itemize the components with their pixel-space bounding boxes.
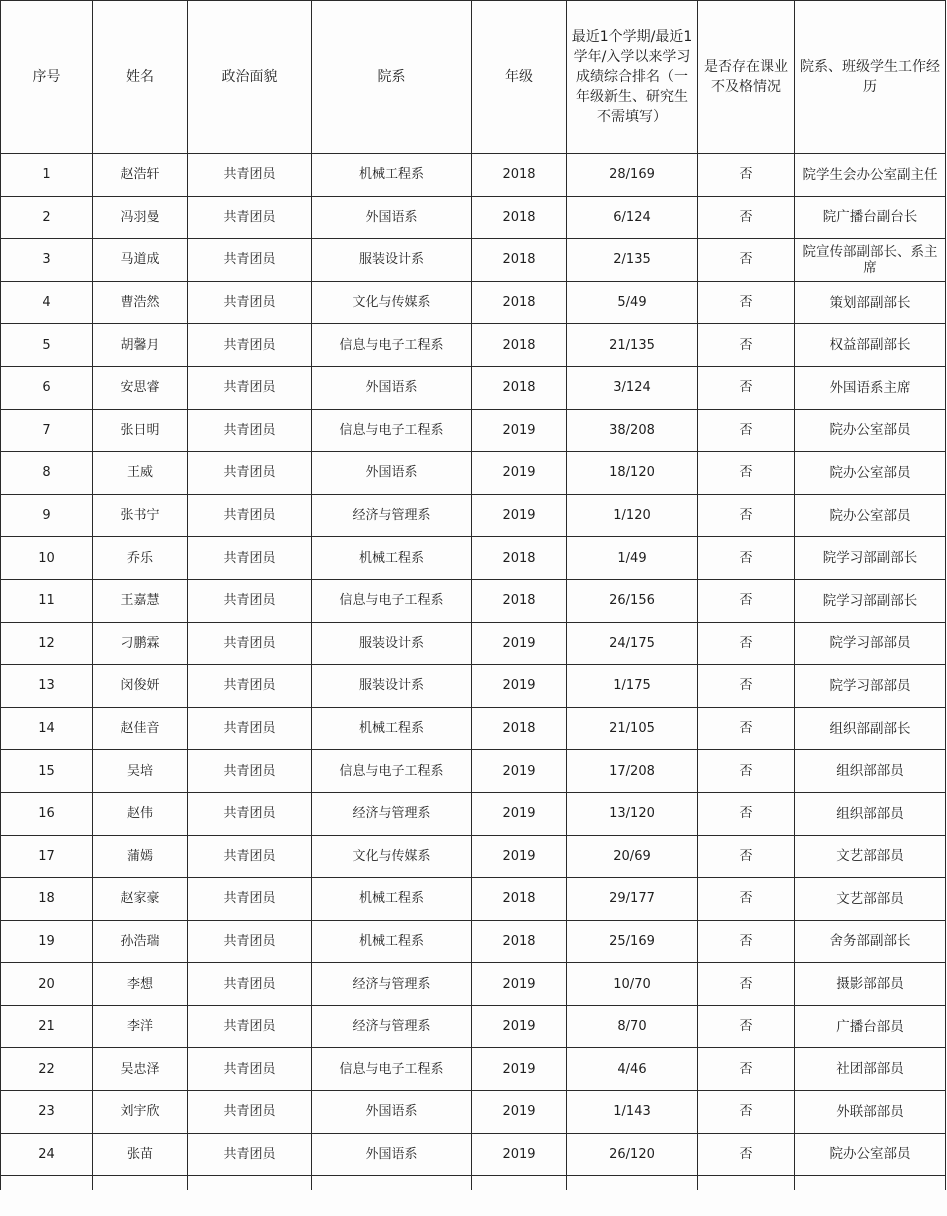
cell-ranking: 21/135 — [567, 324, 698, 367]
cell-failing: 否 — [698, 366, 795, 409]
cell-experience: 院办公室部员 — [795, 1133, 946, 1176]
cell-failing: 否 — [698, 1048, 795, 1091]
cell-ranking: 18/120 — [567, 452, 698, 495]
cell-index: 2 — [1, 196, 93, 239]
cell-failing: 否 — [698, 239, 795, 282]
cell-grade: 2018 — [472, 281, 567, 324]
empty-cell — [698, 1176, 795, 1191]
table-row-cut-off — [1, 1176, 946, 1191]
cell-political-status: 共青团员 — [188, 1048, 312, 1091]
cell-failing: 否 — [698, 494, 795, 537]
cell-name: 赵伟 — [93, 792, 188, 835]
cell-name: 安思睿 — [93, 366, 188, 409]
cell-failing: 否 — [698, 1091, 795, 1134]
cell-grade: 2019 — [472, 452, 567, 495]
cell-political-status: 共青团员 — [188, 494, 312, 537]
cell-grade: 2019 — [472, 622, 567, 665]
cell-political-status: 共青团员 — [188, 1133, 312, 1176]
cell-experience: 院学习部部员 — [795, 665, 946, 708]
cell-ranking: 28/169 — [567, 154, 698, 197]
cell-grade: 2019 — [472, 963, 567, 1006]
cell-name: 刁鹏霖 — [93, 622, 188, 665]
table-row — [1, 835, 946, 878]
cell-experience: 院广播台副台长 — [795, 196, 946, 239]
cell-political-status: 共青团员 — [188, 963, 312, 1006]
header-index: 序号 — [1, 1, 93, 154]
cell-index: 1 — [1, 154, 93, 197]
cell-ranking: 1/143 — [567, 1091, 698, 1134]
cell-department: 机械工程系 — [312, 537, 472, 580]
cell-failing: 否 — [698, 281, 795, 324]
cell-ranking: 20/69 — [567, 835, 698, 878]
cell-index: 9 — [1, 494, 93, 537]
cell-ranking: 2/135 — [567, 239, 698, 282]
table-row — [1, 196, 946, 239]
table-row — [1, 1048, 946, 1091]
table-row — [1, 409, 946, 452]
cell-political-status: 共青团员 — [188, 324, 312, 367]
empty-cell — [1, 1176, 93, 1191]
table-row — [1, 281, 946, 324]
cell-political-status: 共青团员 — [188, 196, 312, 239]
cell-ranking: 24/175 — [567, 622, 698, 665]
cell-index: 14 — [1, 707, 93, 750]
cell-department: 机械工程系 — [312, 878, 472, 921]
cell-index: 4 — [1, 281, 93, 324]
cell-department: 机械工程系 — [312, 920, 472, 963]
table-row — [1, 154, 946, 197]
cell-index: 22 — [1, 1048, 93, 1091]
cell-experience: 文艺部部员 — [795, 878, 946, 921]
header-row — [1, 1, 946, 154]
cell-failing: 否 — [698, 835, 795, 878]
cell-name: 王嘉慧 — [93, 579, 188, 622]
cell-name: 冯羽曼 — [93, 196, 188, 239]
cell-department: 信息与电子工程系 — [312, 1048, 472, 1091]
cell-name: 张日明 — [93, 409, 188, 452]
cell-grade: 2019 — [472, 792, 567, 835]
cell-political-status: 共青团员 — [188, 239, 312, 282]
cell-failing: 否 — [698, 920, 795, 963]
cell-grade: 2018 — [472, 366, 567, 409]
cell-ranking: 17/208 — [567, 750, 698, 793]
cell-department: 外国语系 — [312, 196, 472, 239]
cell-department: 信息与电子工程系 — [312, 579, 472, 622]
cell-department: 外国语系 — [312, 1133, 472, 1176]
cell-department: 经济与管理系 — [312, 792, 472, 835]
cell-experience: 文艺部部员 — [795, 835, 946, 878]
table-row — [1, 537, 946, 580]
cell-name: 蒲嫣 — [93, 835, 188, 878]
table-row — [1, 239, 946, 282]
cell-political-status: 共青团员 — [188, 622, 312, 665]
cell-grade: 2019 — [472, 1133, 567, 1176]
cell-political-status: 共青团员 — [188, 281, 312, 324]
cell-index: 20 — [1, 963, 93, 1006]
cell-grade: 2018 — [472, 920, 567, 963]
table-row — [1, 1091, 946, 1134]
cell-index: 16 — [1, 792, 93, 835]
cell-experience: 院办公室部员 — [795, 409, 946, 452]
cell-department: 经济与管理系 — [312, 494, 472, 537]
cell-political-status: 共青团员 — [188, 409, 312, 452]
cell-ranking: 3/124 — [567, 366, 698, 409]
table-row — [1, 665, 946, 708]
cell-experience: 院学习部副部长 — [795, 579, 946, 622]
cell-name: 王威 — [93, 452, 188, 495]
cell-grade: 2019 — [472, 665, 567, 708]
cell-index: 5 — [1, 324, 93, 367]
cell-name: 乔乐 — [93, 537, 188, 580]
cell-failing: 否 — [698, 537, 795, 580]
cell-failing: 否 — [698, 452, 795, 495]
empty-cell — [188, 1176, 312, 1191]
cell-index: 7 — [1, 409, 93, 452]
cell-grade: 2018 — [472, 537, 567, 580]
table-row — [1, 920, 946, 963]
cell-political-status: 共青团员 — [188, 579, 312, 622]
cell-political-status: 共青团员 — [188, 707, 312, 750]
cell-index: 23 — [1, 1091, 93, 1134]
cell-experience: 策划部副部长 — [795, 281, 946, 324]
cell-failing: 否 — [698, 963, 795, 1006]
cell-political-status: 共青团员 — [188, 366, 312, 409]
cell-grade: 2018 — [472, 154, 567, 197]
cell-department: 外国语系 — [312, 366, 472, 409]
cell-department: 信息与电子工程系 — [312, 324, 472, 367]
cell-department: 文化与传媒系 — [312, 281, 472, 324]
cell-name: 曹浩然 — [93, 281, 188, 324]
cell-index: 24 — [1, 1133, 93, 1176]
empty-cell — [472, 1176, 567, 1191]
cell-index: 8 — [1, 452, 93, 495]
table-row — [1, 750, 946, 793]
header-failing-courses: 是否存在课业不及格情况 — [698, 1, 795, 154]
cell-index: 17 — [1, 835, 93, 878]
cell-grade: 2018 — [472, 324, 567, 367]
cell-ranking: 8/70 — [567, 1005, 698, 1048]
cell-name: 李想 — [93, 963, 188, 1006]
cell-failing: 否 — [698, 1005, 795, 1048]
cell-political-status: 共青团员 — [188, 537, 312, 580]
cell-experience: 院学生会办公室副主任 — [795, 154, 946, 197]
cell-political-status: 共青团员 — [188, 452, 312, 495]
cell-grade: 2018 — [472, 196, 567, 239]
cell-experience: 社团部部员 — [795, 1048, 946, 1091]
cell-experience: 广播台部员 — [795, 1005, 946, 1048]
cell-ranking: 1/175 — [567, 665, 698, 708]
cell-experience: 外联部部员 — [795, 1091, 946, 1134]
table-row — [1, 792, 946, 835]
cell-failing: 否 — [698, 750, 795, 793]
cell-failing: 否 — [698, 196, 795, 239]
cell-grade: 2018 — [472, 579, 567, 622]
cell-political-status: 共青团员 — [188, 792, 312, 835]
cell-experience: 院学习部副部长 — [795, 537, 946, 580]
cell-index: 15 — [1, 750, 93, 793]
cell-name: 张苗 — [93, 1133, 188, 1176]
header-political-status: 政治面貌 — [188, 1, 312, 154]
cell-experience: 院办公室部员 — [795, 494, 946, 537]
table-row — [1, 579, 946, 622]
cell-department: 外国语系 — [312, 452, 472, 495]
cell-ranking: 10/70 — [567, 963, 698, 1006]
cell-failing: 否 — [698, 409, 795, 452]
cell-name: 赵佳音 — [93, 707, 188, 750]
cell-failing: 否 — [698, 1133, 795, 1176]
header-department: 院系 — [312, 1, 472, 154]
cell-index: 19 — [1, 920, 93, 963]
cell-grade: 2019 — [472, 1048, 567, 1091]
cell-department: 经济与管理系 — [312, 1005, 472, 1048]
cell-political-status: 共青团员 — [188, 154, 312, 197]
cell-ranking: 13/120 — [567, 792, 698, 835]
cell-ranking: 21/105 — [567, 707, 698, 750]
cell-index: 6 — [1, 366, 93, 409]
cell-grade: 2018 — [472, 707, 567, 750]
cell-political-status: 共青团员 — [188, 1005, 312, 1048]
cell-grade: 2019 — [472, 494, 567, 537]
cell-failing: 否 — [698, 622, 795, 665]
table-row — [1, 963, 946, 1006]
cell-experience: 组织部部员 — [795, 750, 946, 793]
table-body — [1, 154, 946, 1191]
cell-ranking: 25/169 — [567, 920, 698, 963]
cell-ranking: 1/120 — [567, 494, 698, 537]
header-name: 姓名 — [93, 1, 188, 154]
table-row — [1, 878, 946, 921]
table-row — [1, 324, 946, 367]
cell-experience: 组织部副部长 — [795, 707, 946, 750]
cell-department: 机械工程系 — [312, 154, 472, 197]
cell-index: 12 — [1, 622, 93, 665]
cell-failing: 否 — [698, 579, 795, 622]
cell-ranking: 1/49 — [567, 537, 698, 580]
table-row — [1, 494, 946, 537]
cell-political-status: 共青团员 — [188, 750, 312, 793]
cell-department: 文化与传媒系 — [312, 835, 472, 878]
cell-experience: 院办公室部员 — [795, 452, 946, 495]
cell-experience: 组织部部员 — [795, 792, 946, 835]
table-row — [1, 366, 946, 409]
cell-experience: 外国语系主席 — [795, 366, 946, 409]
cell-index: 11 — [1, 579, 93, 622]
cell-failing: 否 — [698, 324, 795, 367]
cell-failing: 否 — [698, 878, 795, 921]
cell-political-status: 共青团员 — [188, 878, 312, 921]
cell-political-status: 共青团员 — [188, 835, 312, 878]
cell-department: 经济与管理系 — [312, 963, 472, 1006]
empty-cell — [795, 1176, 946, 1191]
cell-name: 吴培 — [93, 750, 188, 793]
cell-name: 胡馨月 — [93, 324, 188, 367]
cell-department: 机械工程系 — [312, 707, 472, 750]
cell-grade: 2019 — [472, 1091, 567, 1134]
cell-failing: 否 — [698, 154, 795, 197]
empty-cell — [312, 1176, 472, 1191]
cell-name: 赵家豪 — [93, 878, 188, 921]
cell-department: 服装设计系 — [312, 665, 472, 708]
cell-department: 外国语系 — [312, 1091, 472, 1134]
cell-name: 刘宇欣 — [93, 1091, 188, 1134]
cell-experience: 院宣传部副部长、系主席 — [795, 239, 946, 282]
cell-experience: 摄影部部员 — [795, 963, 946, 1006]
empty-cell — [93, 1176, 188, 1191]
cell-grade: 2018 — [472, 239, 567, 282]
cell-name: 吴忠泽 — [93, 1048, 188, 1091]
cell-ranking: 5/49 — [567, 281, 698, 324]
cell-index: 18 — [1, 878, 93, 921]
cell-grade: 2018 — [472, 878, 567, 921]
cell-ranking: 26/120 — [567, 1133, 698, 1176]
cell-index: 21 — [1, 1005, 93, 1048]
cell-experience: 院学习部部员 — [795, 622, 946, 665]
cell-department: 服装设计系 — [312, 239, 472, 282]
table-row — [1, 707, 946, 750]
cell-grade: 2019 — [472, 1005, 567, 1048]
cell-failing: 否 — [698, 792, 795, 835]
cell-index: 13 — [1, 665, 93, 708]
header-work-experience: 院系、班级学生工作经历 — [795, 1, 946, 154]
header-ranking: 最近1个学期/最近1学年/入学以来学习成绩综合排名（一年级新生、研究生不需填写） — [567, 1, 698, 154]
cell-ranking: 6/124 — [567, 196, 698, 239]
cell-ranking: 38/208 — [567, 409, 698, 452]
table-row — [1, 1133, 946, 1176]
cell-department: 信息与电子工程系 — [312, 750, 472, 793]
cell-political-status: 共青团员 — [188, 920, 312, 963]
table-row — [1, 622, 946, 665]
cell-name: 李洋 — [93, 1005, 188, 1048]
cell-experience: 权益部副部长 — [795, 324, 946, 367]
cell-grade: 2019 — [472, 750, 567, 793]
cell-ranking: 26/156 — [567, 579, 698, 622]
cell-political-status: 共青团员 — [188, 1091, 312, 1134]
cell-political-status: 共青团员 — [188, 665, 312, 708]
cell-department: 信息与电子工程系 — [312, 409, 472, 452]
empty-cell — [567, 1176, 698, 1191]
cell-grade: 2019 — [472, 409, 567, 452]
cell-ranking: 29/177 — [567, 878, 698, 921]
cell-department: 服装设计系 — [312, 622, 472, 665]
header-grade: 年级 — [472, 1, 567, 154]
table-row — [1, 1005, 946, 1048]
cell-failing: 否 — [698, 707, 795, 750]
table-row — [1, 452, 946, 495]
cell-name: 闵俊妍 — [93, 665, 188, 708]
cell-name: 马道成 — [93, 239, 188, 282]
cell-failing: 否 — [698, 665, 795, 708]
cell-name: 赵浩轩 — [93, 154, 188, 197]
cell-index: 10 — [1, 537, 93, 580]
cell-name: 孙浩瑞 — [93, 920, 188, 963]
cell-name: 张书宁 — [93, 494, 188, 537]
table-header — [1, 1, 946, 154]
cell-experience: 舍务部副部长 — [795, 920, 946, 963]
cell-index: 3 — [1, 239, 93, 282]
cell-ranking: 4/46 — [567, 1048, 698, 1091]
cell-grade: 2019 — [472, 835, 567, 878]
